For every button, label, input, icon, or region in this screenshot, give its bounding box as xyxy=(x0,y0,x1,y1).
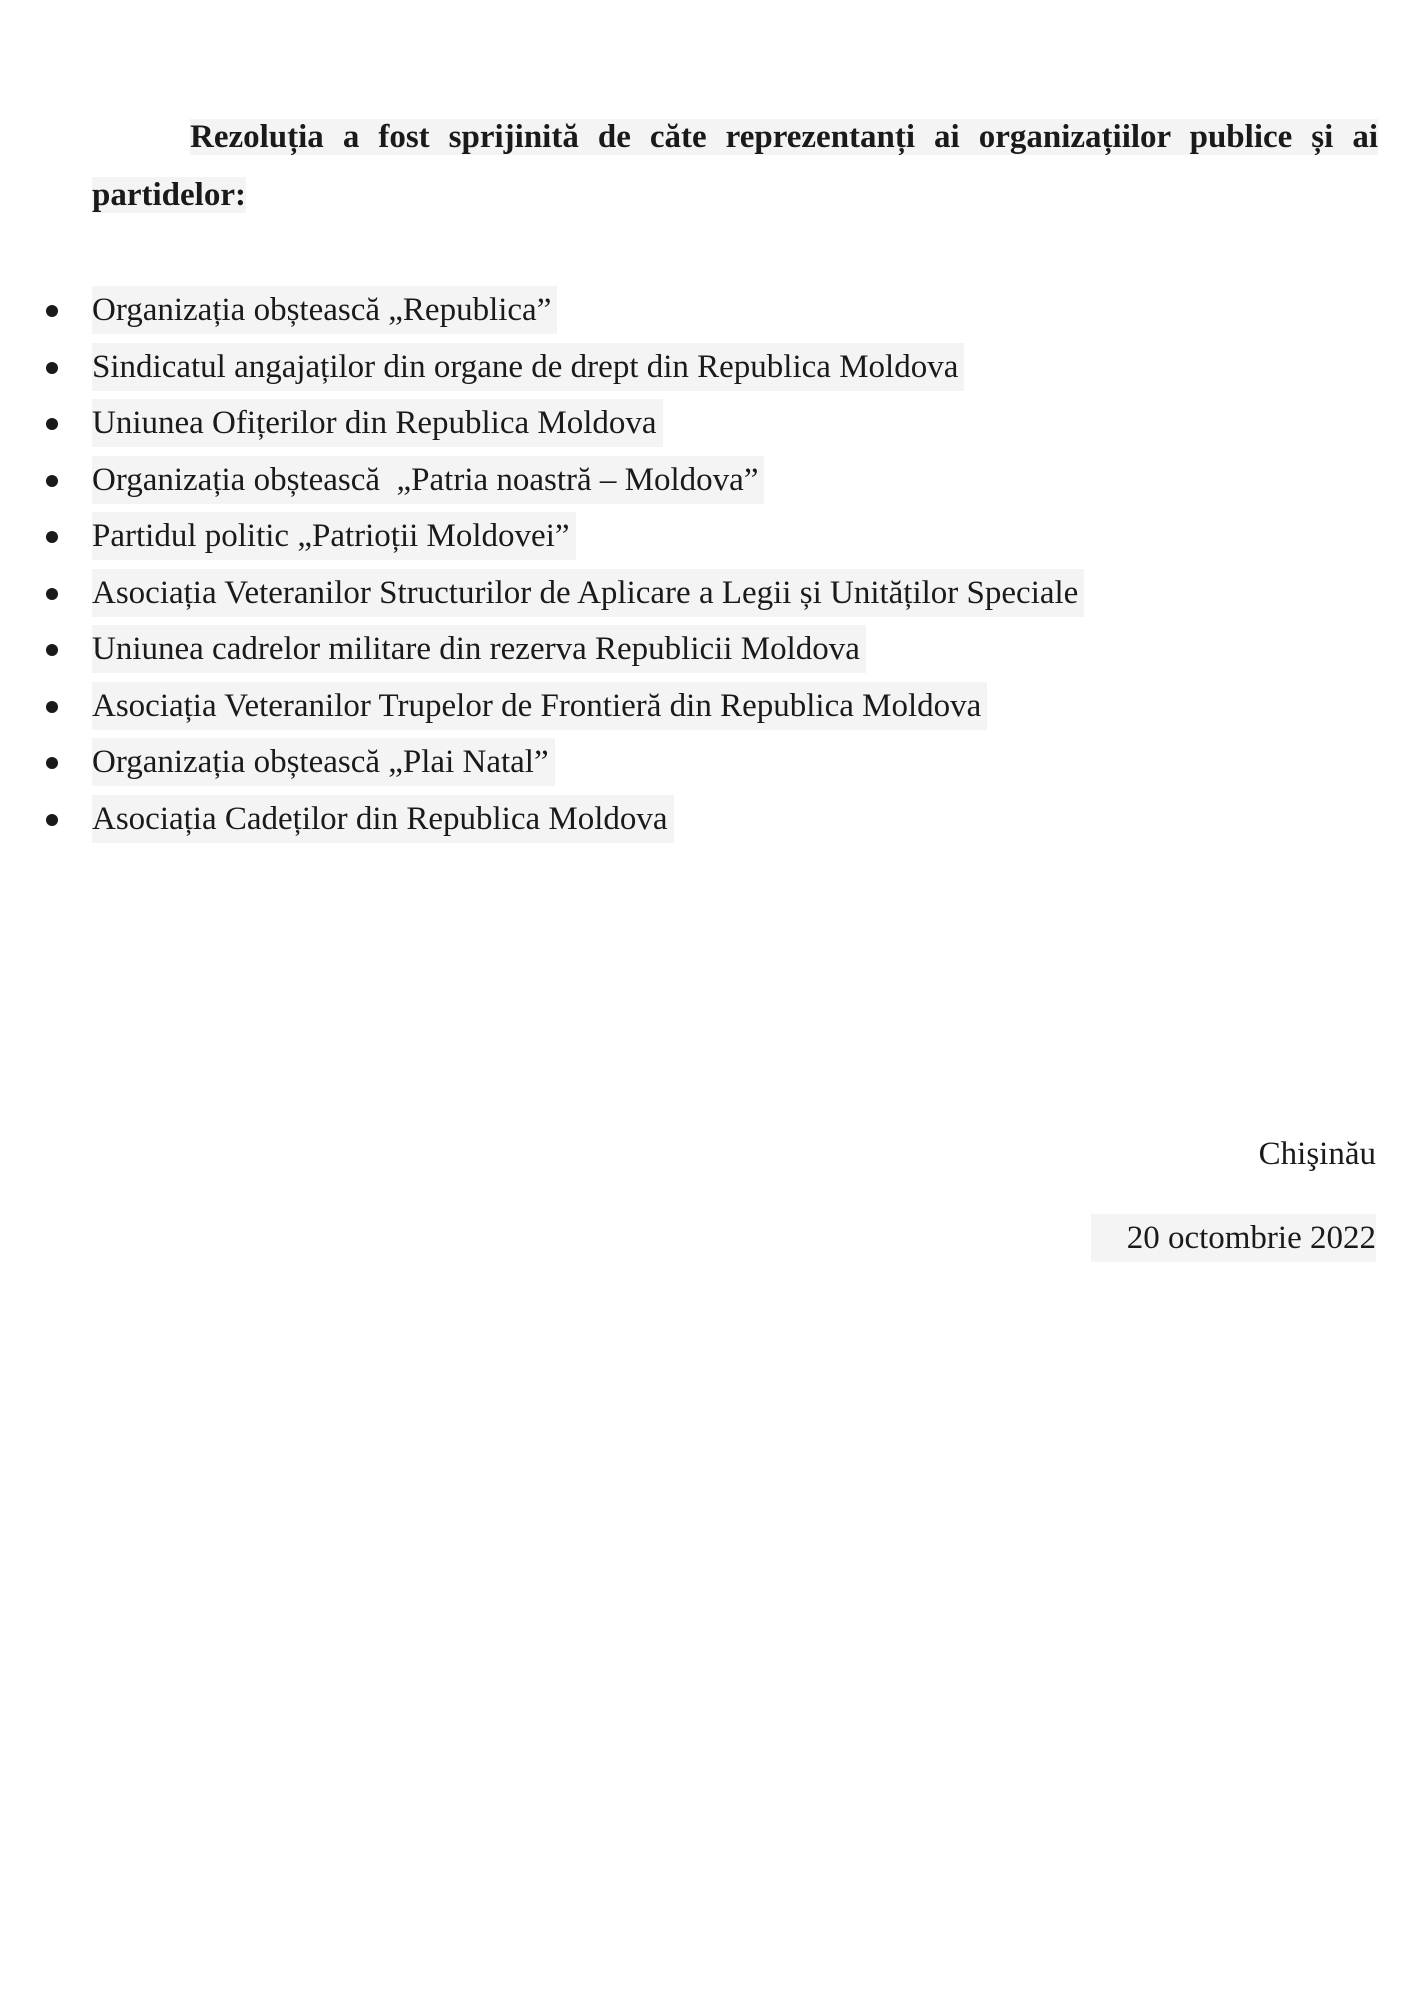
bullet-icon xyxy=(46,475,58,487)
bullet-icon xyxy=(46,644,58,656)
bullet-icon xyxy=(46,757,58,769)
organization-name: Partidul politic „Patrioții Moldovei” xyxy=(92,512,576,560)
bullet-icon xyxy=(46,588,58,600)
organization-name: Organizația obștească „Republica” xyxy=(92,286,557,334)
intro-paragraph xyxy=(92,108,1378,224)
bullet-icon xyxy=(46,305,58,317)
organization-name: Sindicatul angajaților din organe de drept din Republica Moldova xyxy=(92,343,964,391)
bullet-icon xyxy=(46,418,58,430)
bullet-icon xyxy=(46,531,58,543)
organization-name: Uniunea cadrelor militare din rezerva Republicii Moldova xyxy=(92,625,866,673)
place-name: Chişinău xyxy=(1258,1136,1376,1172)
organization-name: Uniunea Ofițerilor din Republica Moldova xyxy=(92,399,663,447)
organization-name: Organizația obștească „Patria noastră – Moldova” xyxy=(92,456,764,504)
organization-name: Asociația Veteranilor Structurilor de Aplicare a Legii și Unităților Speciale xyxy=(92,569,1084,617)
document-date: 20 octombrie 2022 xyxy=(1091,1214,1376,1262)
organization-name: Asociația Cadeților din Republica Moldova xyxy=(92,795,674,843)
bullet-icon xyxy=(46,362,58,374)
organization-name: Asociația Veteranilor Trupelor de Frontieră din Republica Moldova xyxy=(92,682,987,730)
organization-name: Organizația obștească „Plai Natal” xyxy=(92,738,555,786)
bullet-icon xyxy=(46,814,58,826)
intro-text: Rezoluția a fost sprijinită de căte reprezentanți ai organizațiilor publice și ai partidelor: xyxy=(92,119,1378,213)
bullet-icon xyxy=(46,701,58,713)
